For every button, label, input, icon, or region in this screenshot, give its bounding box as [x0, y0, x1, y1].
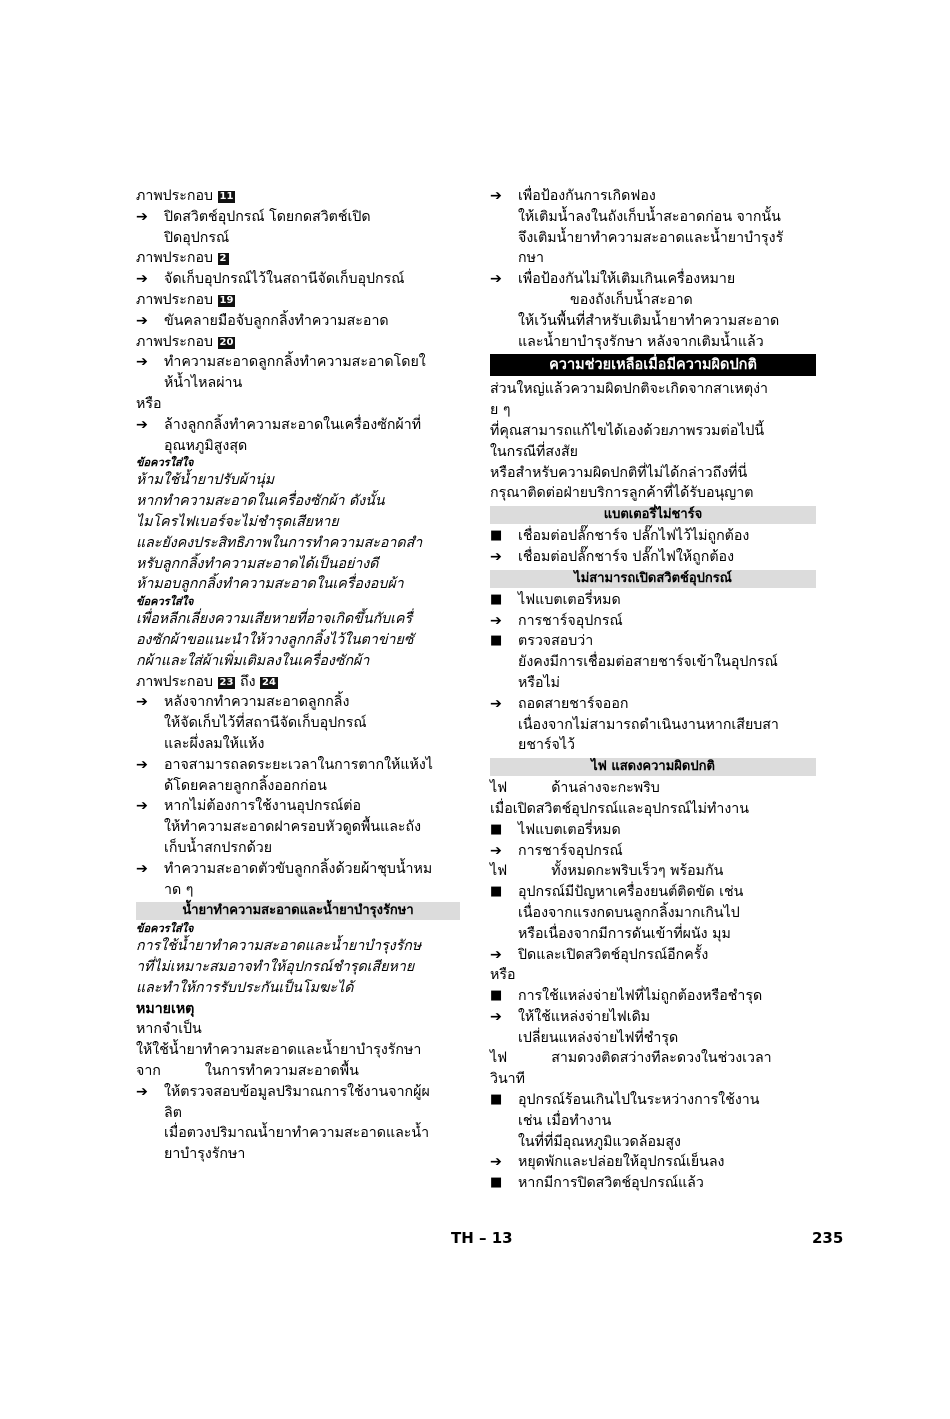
instruction-line: ➔ หยุดพักและปล่อยให้อุปกรณ์เย็นลง: [490, 1152, 816, 1173]
section-heading: น้ำยาทำความสะอาดและน้ำยาบำรุงรักษา: [136, 902, 460, 920]
body-text: วินาที: [490, 1071, 525, 1088]
body-text-start: ไฟ: [490, 1050, 508, 1067]
arrow-icon: ➔: [136, 354, 148, 371]
bullet-line: ■ อุปกรณ์ร้อนเกินไปในระหว่างการใช้งาน: [490, 1090, 816, 1111]
instruction-line: ➔ ทำความสะอาดลูกกลิ้งทำความสะอาดโดยใ: [136, 352, 460, 373]
caution-text: องซักผ้าขอแนะนำให้วางลูกกลิ้งไว้ในตาข่ายซั: [136, 631, 414, 648]
arrow-icon: ➔: [490, 946, 502, 963]
arrow-icon: ➔: [136, 312, 148, 329]
footer-page-number: 235: [812, 1229, 844, 1247]
instruction-line: ➔ จัดเก็บอุปกรณ์ไว้ในสถานีจัดเก็บอุปกรณ์: [136, 269, 460, 290]
body-text: ย ๆ: [490, 402, 511, 419]
arrow-icon: ➔: [136, 1083, 148, 1100]
instruction-line: ยาบำรุงรักษา: [164, 1146, 246, 1163]
instruction-line: ➔ ปิดสวิตช์อุปกรณ์ โดยกดสวิตช์เปิด: [136, 207, 460, 228]
remark-heading: หมายเหตุ: [136, 1000, 195, 1017]
square-bullet-icon: ■: [490, 591, 503, 607]
figure-badge: 11: [219, 191, 234, 202]
instruction-line: ปิดอุปกรณ์: [164, 229, 230, 246]
body-text: [490, 1048, 816, 1069]
figure-reference: ภาพประกอบ 23 ถึง 24: [136, 673, 276, 690]
body-text-end: ด้านล่างจะกะพริบ: [551, 780, 660, 797]
instruction-line: ➔ ให้ตรวจสอบข้อมูลปริมาณการใช้งานจากผู้ผ: [136, 1082, 460, 1103]
figure-badge: 24: [262, 676, 276, 688]
section-heading: ไฟ แสดงความผิดปกติ: [490, 758, 816, 776]
body-text: หรือสำหรับความผิดปกติที่ไม่ได้กล่าวถึงที่นี่: [490, 464, 748, 481]
instruction-line: เปลี่ยนแหล่งจ่ายไฟที่ชำรุด: [518, 1029, 679, 1046]
body-text: เมื่อเปิดสวิตช์อุปกรณ์และอุปกรณ์ไม่ทำงาน: [490, 800, 749, 817]
figure-badge: 20: [219, 336, 234, 348]
arrow-icon: ➔: [490, 188, 502, 204]
instruction-line: ➔ ให้ใช้แหล่งจ่ายไฟเดิม: [490, 1007, 816, 1028]
instruction-line: ห้น้ำไหลผ่าน: [164, 375, 243, 392]
bullet-line: ■ อุปกรณ์มีปัญหาเครื่องยนต์ติดขัด เช่น: [490, 882, 816, 903]
instruction-line: ➔ หากไม่ต้องการใช้งานอุปกรณ์ต่อ: [136, 796, 460, 817]
instruction-line: เก็บน้ำสกปรกด้วย: [164, 839, 273, 856]
bullet-line: ในที่ที่มีอุณหภูมิแวดล้อมสูง: [518, 1133, 681, 1150]
bullet-line: เนื่องจากแรงกดบนลูกกลิ้งมากเกินไป: [518, 904, 740, 921]
body-text-end: สามดวงติดสว่างทีละดวงในช่วงเวลา: [551, 1050, 772, 1067]
square-bullet-icon: ■: [490, 633, 503, 649]
body-text: [490, 861, 816, 882]
bullet-line: ■ หากมีการปิดสวิตช์อุปกรณ์แล้ว: [490, 1173, 816, 1194]
instruction-line: าด ๆ: [164, 881, 194, 898]
instruction-line: ➔ เพื่อป้องกันไม่ให้เติมเกินเครื่องหมาย: [490, 269, 816, 290]
arrow-icon: ➔: [136, 694, 148, 711]
arrow-icon: ➔: [136, 208, 148, 225]
instruction-line: ➔ ถอดสายชาร์จออก: [490, 694, 816, 715]
instruction-line: ➔ อาจสามารถลดระยะเวลาในการตากให้แห้งไ: [136, 755, 460, 776]
body-text-start: ไฟ: [490, 780, 508, 797]
instruction-line: อุณหภูมิสูงสุด: [164, 437, 248, 454]
arrow-icon: ➔: [490, 842, 502, 859]
caution-text: ไมโครไฟเบอร์จะไม่ชำรุดเสียหาย: [136, 513, 339, 530]
caution-text: กผ้าและใส่ผ้าเพิ่มเติมลงในเครื่องซักผ้า: [136, 652, 370, 669]
figure-reference: ภาพประกอบ 11: [136, 188, 234, 204]
figure-badge: 2: [219, 253, 227, 265]
body-text-end: ในการทำความสะอาดพื้น: [204, 1063, 359, 1080]
instruction-line: ➔ เพื่อป้องกันการเกิดฟอง: [490, 186, 816, 207]
instruction-line: ของถังเก็บน้ำสะอาด: [570, 291, 693, 308]
left-column: [136, 186, 460, 1165]
figure-reference: ภาพประกอบ 2: [136, 250, 227, 267]
instruction-line: ➔ ปิดและเปิดสวิตช์อุปกรณ์อีกครั้ง: [490, 945, 816, 966]
caution-text: หรับลูกกลิ้งทำความสะอาดได้เป็นอย่างดี: [136, 555, 379, 572]
figure-reference: ภาพประกอบ 20: [136, 333, 234, 350]
arrow-icon: ➔: [136, 860, 148, 877]
instruction-line: ➔ ล้างลูกกลิ้งทำความสะอาดในเครื่องซักผ้าที่: [136, 415, 460, 436]
caution-label: ข้อควรใส่ใจ: [136, 595, 194, 609]
bullet-line: ยังคงมีการเชื่อมต่อสายชาร์จเข้าในอุปกรณ์: [518, 654, 778, 671]
instruction-line: ➔ ทำความสะอาดตัวขับลูกกลิ้งด้วยผ้าชุบน้ำหม: [136, 859, 460, 880]
caution-text: หากทำความสะอาดในเครื่องซักผ้า ดังนั้น: [136, 493, 385, 510]
body-text: หรือ: [136, 395, 162, 412]
body-text: กรุณาติดต่อฝ่ายบริการลูกค้าที่ได้รับอนุญาต: [490, 485, 754, 502]
instruction-line: ลิต: [164, 1104, 182, 1121]
instruction-line: ด้โดยคลายลูกกลิ้งออกก่อน: [164, 777, 327, 794]
instruction-line: ➔ หลังจากทำความสะอาดลูกกลิ้ง: [136, 692, 460, 713]
square-bullet-icon: ■: [490, 884, 503, 900]
body-text: [136, 1061, 460, 1082]
caution-text: ห้ามอบลูกกลิ้งทำความสะอาดในเครื่องอบผ้า: [136, 576, 404, 593]
caution-text: การใช้น้ำยาทำความสะอาดและน้ำยาบำรุงรักษ: [136, 938, 422, 955]
arrow-icon: ➔: [136, 271, 148, 288]
body-text: ให้ใช้น้ำยาทำความสะอาดและน้ำยาบำรุงรักษา: [136, 1042, 422, 1059]
caution-label: ข้อควรใส่ใจ: [136, 456, 194, 470]
instruction-line: เนื่องจากไม่สามารถดำเนินงานหากเสียบสา: [518, 716, 779, 733]
arrow-icon: ➔: [490, 1008, 502, 1025]
instruction-line: กษา: [518, 250, 544, 267]
square-bullet-icon: ■: [490, 1175, 503, 1191]
body-text-start: ไฟ: [490, 863, 508, 880]
bullet-line: ■ ไฟแบตเตอรี่หมด: [490, 590, 816, 611]
body-text: หากจำเป็น: [136, 1021, 202, 1038]
instruction-line: ให้เว้นพื้นที่สำหรับเติมน้ำยาทำความสะอาด: [518, 312, 780, 329]
instruction-line: และน้ำยาบำรุงรักษา หลังจากเติมน้ำแล้ว: [518, 333, 764, 350]
body-text: [490, 778, 816, 799]
arrow-icon: ➔: [490, 695, 502, 712]
bullet-line: หรือไม่: [518, 674, 560, 691]
arrow-icon: ➔: [490, 548, 502, 565]
instruction-line: เมื่อตวงปริมาณน้ำยาทำความสะอาดและน้ำ: [164, 1125, 430, 1142]
bullet-line: ■ เชื่อมต่อปลั๊กชาร์จ ปลั๊กไฟไว้ไม่ถูกต้อง: [490, 526, 816, 547]
caution-text: ห้ามใช้น้ำยาปรับผ้านุ่ม: [136, 472, 275, 489]
body-text: หรือ: [490, 967, 516, 984]
arrow-icon: ➔: [136, 756, 148, 773]
instruction-line: ยชาร์จไว้: [518, 737, 575, 754]
instruction-line: ให้จัดเก็บไว้ที่สถานีจัดเก็บอุปกรณ์: [164, 715, 367, 732]
instruction-line: ➔ การชาร์จอุปกรณ์: [490, 611, 816, 632]
instruction-line: และผึ่งลมให้แห้ง: [164, 735, 265, 752]
square-bullet-icon: ■: [490, 528, 503, 544]
instruction-line: ให้ทำความสะอาดฝาครอบหัวดูดพื้นและถัง: [164, 819, 422, 836]
figure-badge: 19: [219, 294, 234, 306]
bullet-line: ■ ตรวจสอบว่า: [490, 631, 816, 652]
bullet-line: ■ ไฟแบตเตอรี่หมด: [490, 820, 816, 841]
figure-badge: 23: [219, 676, 234, 688]
instruction-line: ➔ การชาร์จอุปกรณ์: [490, 841, 816, 862]
instruction-line: ➔ เชื่อมต่อปลั๊กชาร์จ ปลั๊กไฟให้ถูกต้อง: [490, 547, 816, 568]
chapter-heading: ความช่วยเหลือเมื่อมีความผิดปกติ: [490, 354, 816, 376]
square-bullet-icon: ■: [490, 988, 503, 1004]
body-text-start: จาก: [136, 1063, 161, 1080]
caution-text: เพื่อหลีกเลี่ยงความเสียหายที่อาจเกิดขึ้นกับเครื่: [136, 611, 413, 628]
instruction-line: จึงเติมน้ำยาทำความสะอาดและน้ำยาบำรุงรั: [518, 229, 784, 246]
square-bullet-icon: ■: [490, 821, 503, 837]
square-bullet-icon: ■: [490, 1092, 503, 1108]
arrow-icon: ➔: [136, 798, 148, 815]
arrow-icon: ➔: [490, 271, 502, 288]
caution-label: ข้อควรใส่ใจ: [136, 922, 194, 936]
body-text: ที่คุณสามารถแก้ไขได้เองด้วยภาพรวมต่อไปนี้: [490, 422, 765, 439]
section-heading: ไม่สามารถเปิดสวิตช์อุปกรณ์: [490, 570, 816, 588]
bullet-line: หรือเนื่องจากมีการดันเข้าที่ผนัง มุม: [518, 925, 731, 942]
right-column: [490, 186, 816, 1194]
body-text: ส่วนใหญ่แล้วความผิดปกติจะเกิดจากสาเหตุง่า: [490, 381, 769, 398]
caution-text: าที่ไม่เหมาะสมอาจทำให้อุปกรณ์ชำรุดเสียหาย: [136, 959, 415, 976]
body-text-end: ทั้งหมดกะพริบเร็วๆ พร้อมกัน: [551, 863, 724, 880]
footer-section-label: TH – 13: [451, 1229, 513, 1247]
bullet-line: เช่น เมื่อทำงาน: [518, 1112, 612, 1129]
arrow-icon: ➔: [490, 612, 502, 629]
bullet-line: ■ การใช้แหล่งจ่ายไฟที่ไม่ถูกต้องหรือชำรุด: [490, 986, 816, 1007]
caution-text: และทำให้การรับประกันเป็นโมฆะได้: [136, 979, 354, 996]
arrow-icon: ➔: [136, 416, 148, 433]
caution-text: และยังคงประสิทธิภาพในการทำความสะอาดสำ: [136, 534, 423, 551]
instruction-line: ให้เติมน้ำลงในถังเก็บน้ำสะอาดก่อน จากนั้น: [518, 208, 781, 225]
figure-reference: ภาพประกอบ 19: [136, 291, 234, 308]
body-text: ในกรณีที่สงสัย: [490, 443, 578, 460]
instruction-line: ➔ ขันคลายมือจับลูกกลิ้งทำความสะอาด: [136, 311, 460, 332]
arrow-icon: ➔: [490, 1154, 502, 1171]
section-heading: แบตเตอรี่ไม่ชาร์จ: [490, 506, 816, 524]
